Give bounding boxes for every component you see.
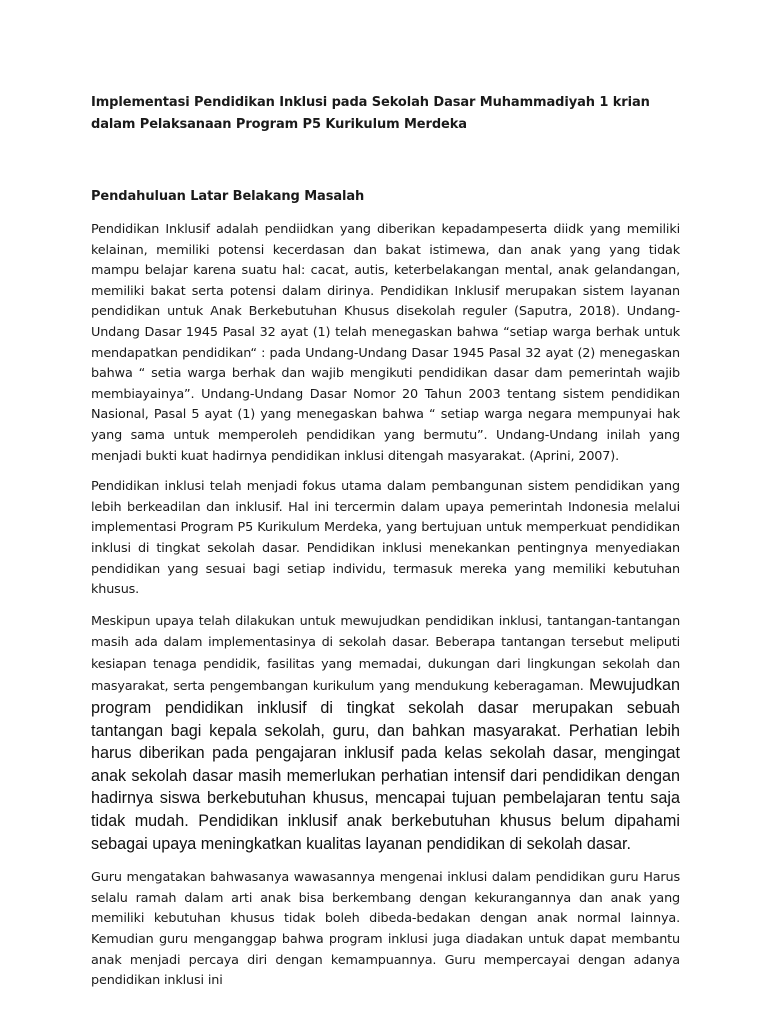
paragraph-3-part-1: Meskipun upaya telah dilakukan untuk mewujudkan pendidikan inklusi, tantangan-tantangan masih ada dalam implementasinya di sekolah dasar. Beberapa tantangan tersebut meliputi kesiapan tenaga pendidik, fasilitas yang memadai, dukungan dari lingkungan sekolah dan masyarakat, serta pengembangan kurikulum yang mendukung keberagaman. [91, 613, 680, 695]
section-heading: Pendahuluan Latar Belakang Masalah [91, 189, 365, 204]
paragraph-4: Guru mengatakan bahwasanya wawasannya mengenai inklusi dalam pendidikan guru Harus selalu ramah dalam arti anak bisa berkembang dengan kekurangannya dan anak yang memiliki kebutuhan khusus tidak boleh dibeda-bedakan dengan anak normal lainnya. Kemudian guru menganggap bahwa program inklusi juga diadakan untuk dapat membantu anak menjadi percaya diri dengan kemampuannya. Guru mempercayai dengan adanya pendidikan inklusi ini [91, 870, 680, 989]
paragraph-2: Pendidikan inklusi telah menjadi fokus utama dalam pembangunan sistem pendidikan yang lebih berkeadilan dan inklusif. Hal ini tercermin dalam upaya pemerintah Indonesia melalui implementasi Program P5 Kurikulum Merdeka, yang bertujuan untuk memperkuat pendidikan inklusi di tingkat sekolah dasar. Pendidikan inklusi menekankan pentingnya menyediakan pendidikan yang sesuai bagi setiap individu, termasuk mereka yang memiliki kebutuhan khusus. [91, 479, 680, 598]
paragraph-1: Pendidikan Inklusif adalah pendiidkan yang diberikan kepadampeserta diidk yang memiliki kelainan, memiliki potensi kecerdasan dan bakat istimewa, dan anak yang yang tidak mampu belajar karena suatu hal: cacat, autis, keterbelakangan mental, anak gelandangan, memiliki bakat serta potensi dalam dirinya. Pendidikan Inklusif merupakan sistem layanan pendidikan untuk Anak Berkebutuhan Khusus disekolah reguler (Saputra, 2018). Undang-Undang Dasar 1945 Pasal 32 ayat (1) telah menegaskan bahwa “setiap warga berhak untuk mendapatkan pendidikan“ : pada Undang-Undang Dasar 1945 Pasal 32 ayat (2) menegaskan bahwa “ setia warga berhak dan wajib mengikuti pendidikan dasar dam pemerintah wajib membiayainya”. Undang-Undang Dasar Nomor 20 Tahun 2003 tentang sistem pendidikan Nasional, Pasal 5 ayat (1) yang menegaskan bahwa “ setiap warga negara mempunyai hak yang sama untuk memperoleh pendidikan yang bermutu”. Undang-Undang inilah yang menjadi bukti kuat hadirnya pendidikan inklusi ditengah masyarakat. (Aprini, 2007). [91, 222, 680, 464]
paragraph-3-part-2: Mewujudkan program pendidikan inklusif di tingkat sekolah dasar merupakan sebuah tantangan bagi kepala sekolah, guru, dan bahkan masyarakat. Perhatian lebih harus diberikan pada pengajaran inklusif pada kelas sekolah dasar, mengingat anak sekolah dasar masih memerlukan perhatian intensif dari pendidikan dengan hadirnya siswa berkebutuhan khusus, mencapai tujuan pembelajaran tentu saja tidak mudah. Pendidikan inklusif anak berkebutuhan khusus belum dipahami sebagai upaya meningkatkan kualitas layanan pendidikan di sekolah dasar. [91, 676, 680, 853]
document-title: Implementasi Pendidikan Inklusi pada Sekolah Dasar Muhammadiyah 1 krian dalam Pelaksanaan Program P5 Kurikulum Merdeka [91, 95, 650, 132]
paragraph-3 [91, 611, 680, 857]
